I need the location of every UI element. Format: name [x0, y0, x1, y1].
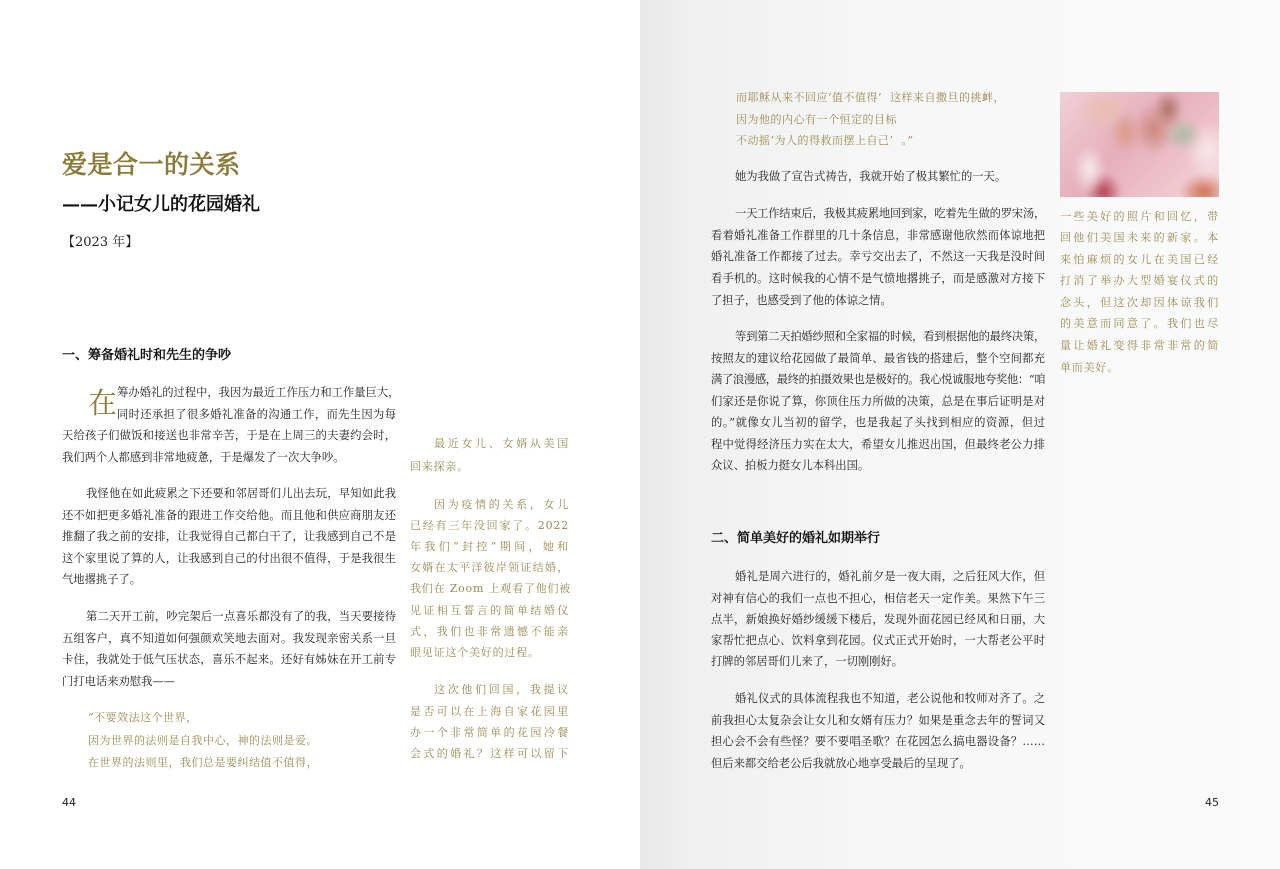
page-number: 44 — [62, 796, 76, 809]
body-line: 对神有信心的我们一点也不担心，相信老天一定作美。果然下午三 — [711, 591, 1045, 605]
body-line: 按照友的建议给花园做了最简单、最省钱的搭建后，整个空间都充 — [711, 351, 1045, 365]
sidebar-line: 眼见证这个美好的过程。 — [410, 645, 540, 659]
paragraph — [62, 382, 400, 468]
article-year: 【2023 年】 — [62, 235, 139, 250]
paragraph — [711, 566, 1045, 672]
body-line: 看手机的。这时候我的心情不是气愤地撂挑子，而是感激对方接下 — [711, 272, 1045, 286]
body-line: 还不如把更多婚礼准备的跟进工作交给他。而且他和供应商朋友还 — [62, 508, 396, 522]
body-line: 满了浪漫感，最终的拍摄效果也是极好的。我心悦诚服地夸奖他：“咱 — [711, 373, 1045, 386]
sidebar-note — [410, 679, 569, 764]
body-line: 点半，新娘换好婚纱缓缓下楼后，发现外面花园已经风和日丽，大 — [711, 612, 1045, 626]
body-line: 气地撂挑子了。 — [62, 573, 142, 587]
sidebar-line: 年我们“封控”期间，她和 — [410, 539, 569, 553]
paragraph — [711, 688, 1045, 774]
body-line: 筹办婚礼的过程中，我因为最近工作压力和工作量巨大， — [117, 386, 400, 399]
sidebar-line: 是否可以在上海自家花园里 — [410, 704, 569, 718]
article-title: 爱是合一的关系 — [62, 150, 241, 179]
body-line: 婚礼是周六进行的，婚礼前夕是一夜大雨，之后狂风大作，但 — [735, 570, 1045, 584]
body-line: 她为我做了宣告式祷告，我就开始了极其繁忙的一天。 — [735, 170, 1007, 183]
body-line: 了担子，也感受到了他的体谅之情。 — [711, 293, 892, 307]
sidebar-line: 最近女儿、女婿从美国 — [434, 437, 569, 450]
quote-line: 因为他的内心有一个恒定的目标 — [736, 112, 897, 126]
body-line: 家帮忙把点心、饮料拿到花园。仪式正式开始时，一大帮老公平时 — [711, 634, 1045, 648]
sidebar-line: 女婿在太平洋彼岸领证结婚， — [410, 561, 569, 575]
body-line: 但后来都交给老公后我就放心地享受最后的呈现了。 — [711, 756, 971, 770]
photo-caption — [1060, 206, 1219, 379]
body-line: 程中觉得经济压力实在太大，希望女儿推迟出国，但最终老公力排 — [711, 437, 1045, 451]
body-line: 同时还承担了很多婚礼准备的沟通工作，而先生因为每 — [117, 407, 396, 421]
body-line: 打牌的邻居哥们儿来了，一切刚刚好。 — [711, 655, 904, 669]
pull-quote — [736, 87, 1005, 152]
sidebar-line: 这次他们回国，我提议 — [434, 683, 569, 697]
body-line: 众议、拍板力挺女儿本科出国。 — [711, 459, 870, 472]
body-line: 推翻了我之前的安排，让我觉得自己都白干了，让我感到自己不是 — [62, 530, 396, 544]
sidebar-line: 因为疫情的关系，女儿 — [434, 497, 569, 511]
caption-line: 来怕麻烦的女儿在美国已经 — [1060, 252, 1219, 266]
paragraph — [62, 606, 396, 692]
caption-line: 打消了举办大型婚宴仪式的 — [1060, 274, 1219, 288]
wedding-photo — [1060, 92, 1219, 197]
quote-line: 因为世界的法则是自我中心，神的法则是爱。 — [88, 733, 318, 747]
body-line: 婚礼准备工作都接了过去。幸亏交出去了，不然这一天我是没时间 — [711, 250, 1045, 264]
caption-line: 单而美好。 — [1060, 360, 1119, 374]
sidebar-note — [410, 432, 569, 478]
right-page — [640, 0, 1280, 869]
body-line: 婚礼仪式的具体流程我也不知道，老公说他和牧师对齐了。之 — [735, 692, 1045, 705]
body-line: 门打电话来劝慰我—— — [62, 674, 175, 688]
page-number: 45 — [1205, 796, 1219, 809]
body-line: 们家还是你说了算，你顶住压力所做的决策，总是在事后证明是对 — [711, 394, 1045, 408]
sidebar-line: 回来探亲。 — [410, 460, 469, 473]
body-line: 这个家里说了算的人，让我感到自己的付出很不值得，于是我很生 — [62, 551, 396, 565]
sidebar-line: 式，我们也非常遗憾不能亲 — [410, 624, 569, 638]
section-heading-2: 二、简单美好的婚礼如期举行 — [711, 531, 881, 546]
section-heading-1: 一、筹备婚礼时和先生的争吵 — [62, 348, 232, 363]
body-line: 天给孩子们做饭和接送也非常辛苦，于是在上周三的夫妻约会时， — [62, 429, 396, 443]
paragraph — [62, 483, 396, 591]
photo-image — [1060, 92, 1219, 197]
quote-line: 在世界的法则里，我们总是要纠结值不值得， — [88, 756, 318, 769]
caption-line: 念头，但这次却因体谅我们 — [1060, 295, 1219, 309]
body-line: 一天工作结束后，我极其疲累地回到家，吃着先生做的罗宋汤， — [735, 207, 1045, 220]
pull-quote — [88, 707, 318, 775]
quote-line: “不要效法这个世界， — [88, 711, 198, 724]
quote-line: 不动摇‘为人的得救而摆上自己’ 。” — [736, 134, 914, 147]
sidebar-line: 见证相互誓言的简单结婚仪 — [410, 603, 569, 617]
article-subtitle: ——小记女儿的花园婚礼 — [62, 194, 260, 215]
body-line: 的。”就像女儿当初的留学，也是我起了头找到相应的资源，但过 — [711, 416, 1045, 429]
body-line: 卡住，我就处于低气压状态，喜乐不起来。还好有姊妹在开工前专 — [62, 653, 396, 667]
paragraph — [711, 166, 1045, 188]
caption-line: 一些美好的照片和回忆，带 — [1060, 209, 1219, 223]
body-line: 看着婚礼准备工作群里的几十条信息，非常感谢他欣然而体谅地把 — [711, 228, 1045, 242]
body-line: 第二天开工前，吵完架后一点喜乐都没有了的我，当天要接待 — [86, 610, 396, 623]
drop-cap: 在 — [88, 386, 118, 420]
sidebar-line: 会式的婚礼？这样可以留下 — [410, 747, 569, 761]
caption-line: 量让婚礼变得非常非常的简 — [1060, 339, 1219, 353]
caption-line: 的美意而同意了。我们也尽 — [1060, 317, 1219, 331]
body-line: 前我担心太复杂会让女儿和女婿有压力？如果是重念去年的誓词又 — [711, 713, 1045, 727]
body-line: 五组客户，真不知道如何强颜欢笑地去面对。我发现亲密关系一旦 — [62, 631, 396, 645]
sidebar-line: 办一个非常简单的花园冷餐 — [410, 725, 569, 739]
paragraph — [711, 203, 1045, 312]
body-line: 等到第二天拍婚纱照和全家福的时候，看到根据他的最终决策， — [735, 330, 1045, 343]
caption-line: 回他们美国未来的新家。本 — [1060, 231, 1219, 245]
paragraph — [711, 326, 1045, 477]
body-line: 我怪他在如此疲累之下还要和邻居哥们儿出去玩，早知如此我 — [86, 487, 396, 500]
quote-line: 而耶稣从来不回应‘值不值得’ 这样来自撒旦的挑衅， — [736, 91, 1005, 104]
sidebar-note — [410, 494, 572, 664]
body-line: 担心会不会有些怪？要不要唱圣歌？在花园怎么搞电器设备？…… — [711, 735, 1045, 748]
body-line: 我们两个人都感到非常地疲惫，于是爆发了一次大争吵。 — [62, 450, 345, 464]
sidebar-line: 我们在 Zoom 上观看了他们被 — [410, 582, 572, 596]
sidebar-line: 已经有三年没回家了。2022 — [410, 518, 569, 532]
